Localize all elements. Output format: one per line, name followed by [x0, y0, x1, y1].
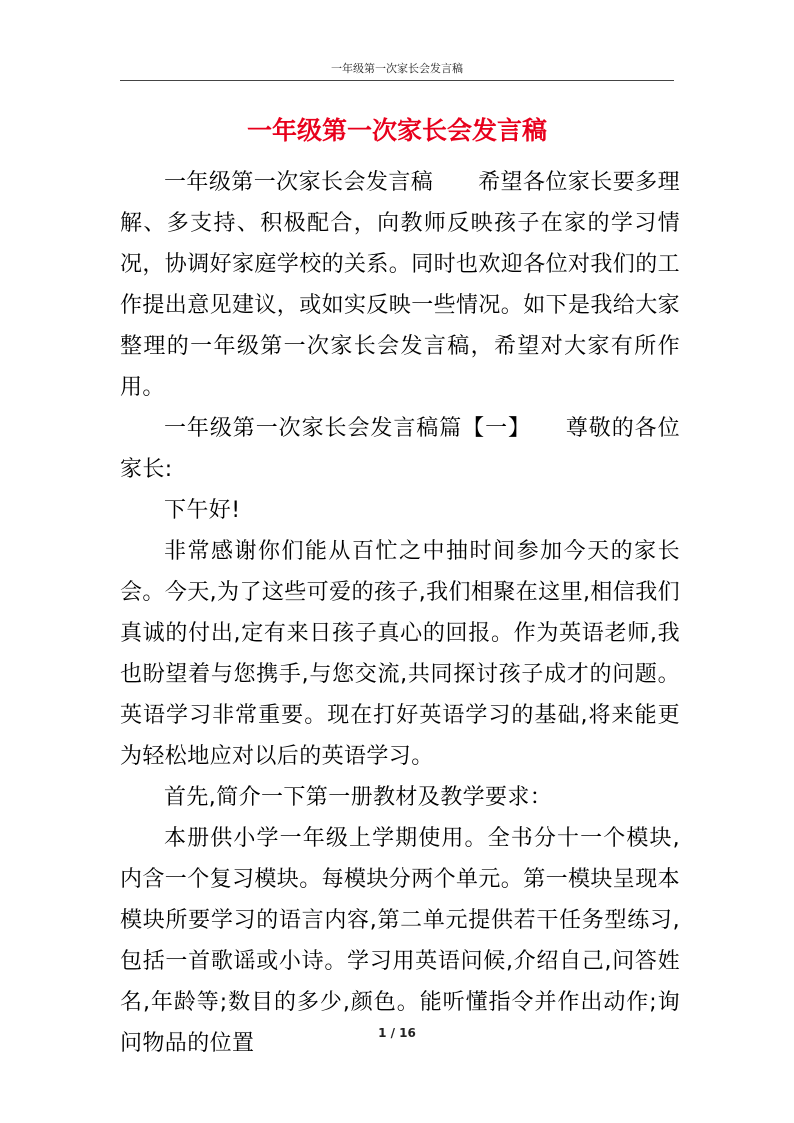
paragraph-thanks: 非常感谢你们能从百忙之中抽时间参加今天的家长会。今天,为了这些可爱的孩子,我们相聚在这里,相信我们真诚的付出,定有来日孩子真心的回报。作为英语老师,我也盼望着与您携手,与您交流,共同探讨孩子成才的问题。英语学习非常重要。现在打好英语学习的基础,将来能更为轻松地应对以后的英语学习。	[120, 539, 680, 769]
page-number: 1 / 16	[378, 1026, 416, 1040]
header-divider	[120, 80, 674, 81]
paragraph-textbook-intro: 首先,简介一下第一册教材及教学要求：	[164, 785, 553, 810]
document-title: 一年级第一次家长会发言稿	[246, 116, 547, 145]
running-header: 一年级第一次家长会发言稿	[331, 62, 463, 75]
paragraph-intro: 一年级第一次家长会发言稿 希望各位家长要多理解、多支持、积极配合，向教师反映孩子在家的学习情况，协调好家庭学校的关系。同时也欢迎各位对我们的工作提出意见建议，或如实反映一些情况。如下是我给大家整理的一年级第一次家长会发言稿，希望对大家有所作用。	[120, 170, 681, 400]
paragraph-section-heading: 一年级第一次家长会发言稿篇【一】 尊敬的各位家长:	[120, 416, 680, 482]
paragraph-textbook-details: 本册供小学一年级上学期使用。全书分十一个模块, 内含一个复习模块。每模块分两个单元。第一模块呈现本模块所要学习的语言内容,第二单元提供若干任务型练习,包括一首歌谣或小诗。学习用英语问候,介绍自己,问答姓名,年龄等;数目的多少,颜色。能听懂指令并作出动作;询问物品的位置	[120, 826, 681, 1056]
paragraph-greeting: 下午好!	[164, 498, 241, 523]
document-body	[120, 162, 680, 1064]
